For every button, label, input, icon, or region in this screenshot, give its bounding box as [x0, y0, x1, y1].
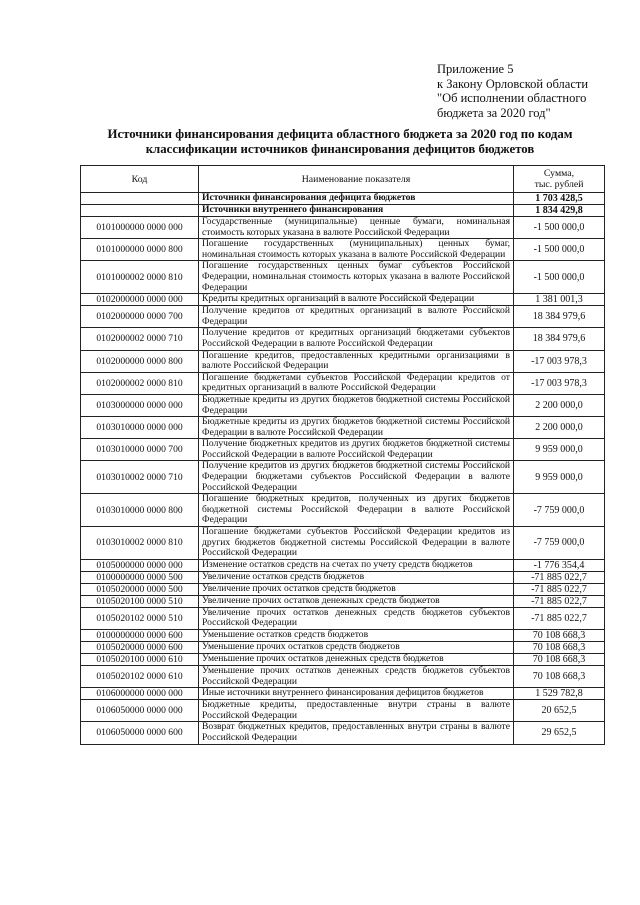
table-row	[81, 642, 605, 654]
header-name: Наименование показателя	[199, 166, 514, 193]
name-cell: Увеличение прочих остатков средств бюджетов	[199, 583, 514, 595]
code-cell: 0102000000 0000 000	[81, 294, 199, 306]
table-row	[81, 666, 605, 688]
sum-cell: 18 384 979,6	[514, 328, 605, 350]
sum-cell: -71 885 022,7	[514, 571, 605, 583]
sum-cell: -71 885 022,7	[514, 583, 605, 595]
table-body	[81, 193, 605, 745]
code-cell: 0106050000 0000 000	[81, 700, 199, 722]
name-cell: Кредиты кредитных организаций в валюте Российской Федерации	[199, 294, 514, 306]
name-cell: Погашение бюджетами субъектов Российской Федерации кредитов от кредитных организаций в валюте Российской Федерации	[199, 372, 514, 394]
name-cell: Получение кредитов от кредитных организаций бюджетами субъектов Российской Федерации в валюте Российской Федерации	[199, 328, 514, 350]
sum-cell: 70 108 668,3	[514, 642, 605, 654]
table-row	[81, 328, 605, 350]
name-cell: Бюджетные кредиты из других бюджетов бюджетной системы Российской Федерации	[199, 394, 514, 416]
page-title	[80, 127, 600, 156]
code-cell: 0105020102 0000 610	[81, 666, 199, 688]
name-cell: Увеличение прочих остатков денежных средств бюджетов субъектов Российской Федерации	[199, 607, 514, 629]
table-row	[81, 688, 605, 700]
table-row	[81, 583, 605, 595]
table-row	[81, 193, 605, 205]
name-cell: Государственные (муниципальные) ценные бумаги, номинальная стоимость которых указана в валюте Российской Федерации	[199, 217, 514, 239]
sum-cell: 18 384 979,6	[514, 306, 605, 328]
name-cell: Бюджетные кредиты из других бюджетов бюджетной системы Российской Федерации в валюте Российской Федерации	[199, 417, 514, 439]
header-sum	[514, 166, 605, 193]
code-cell: 0103010000 0000 800	[81, 494, 199, 527]
table-row	[81, 607, 605, 629]
name-cell: Погашение государственных (муниципальных) ценных бумаг, номинальная стоимость которых указана в валюте Российской Федерации	[199, 239, 514, 261]
sum-cell: 9 959 000,0	[514, 439, 605, 461]
code-cell: 0102000000 0000 700	[81, 306, 199, 328]
table-row	[81, 205, 605, 217]
table-row	[81, 294, 605, 306]
sum-cell: -7 759 000,0	[514, 527, 605, 560]
sum-cell: 29 652,5	[514, 722, 605, 744]
code-cell: 0106000000 0000 000	[81, 688, 199, 700]
sum-cell: -1 500 000,0	[514, 239, 605, 261]
table-row	[81, 461, 605, 494]
code-cell: 0103010002 0000 710	[81, 461, 199, 494]
header-code: Код	[81, 166, 199, 193]
code-cell: 0101000000 0000 000	[81, 217, 199, 239]
name-cell: Источники финансирования дефицита бюджетов	[199, 193, 514, 205]
code-cell: 0103000000 0000 000	[81, 394, 199, 416]
sum-cell: 1 381 001,3	[514, 294, 605, 306]
table-row	[81, 527, 605, 560]
sum-cell: 70 108 668,3	[514, 630, 605, 642]
appendix-note	[437, 62, 607, 120]
code-cell: 0103010000 0000 000	[81, 417, 199, 439]
name-cell: Уменьшение остатков средств бюджетов	[199, 630, 514, 642]
name-cell: Погашение кредитов, предоставленных кредитными организациями в валюте Российской Федерации	[199, 350, 514, 372]
table-row	[81, 417, 605, 439]
code-cell: 0102000000 0000 800	[81, 350, 199, 372]
code-cell: 0100000000 0000 600	[81, 630, 199, 642]
sum-cell: -17 003 978,3	[514, 350, 605, 372]
appendix-line-4: бюджета за 2020 год"	[437, 105, 551, 120]
name-cell: Бюджетные кредиты, предоставленные внутри страны в валюте Российской Федерации	[199, 700, 514, 722]
table-row	[81, 559, 605, 571]
header-sum-line-1: Сумма,	[543, 168, 575, 179]
name-cell: Погашение государственных ценных бумаг субъектов Российской Федерации, номинальная стоимость которых указана в валюте Российской Федерации	[199, 261, 514, 294]
code-cell: 0101000002 0000 810	[81, 261, 199, 294]
name-cell: Уменьшение прочих остатков денежных средств бюджетов субъектов Российской Федерации	[199, 666, 514, 688]
code-cell: 0103010002 0000 810	[81, 527, 199, 560]
code-cell	[81, 193, 199, 205]
title-line-2: классификации источников финансирования дефицитов бюджетов	[145, 141, 535, 156]
table-row	[81, 217, 605, 239]
code-cell: 0105020000 0000 600	[81, 642, 199, 654]
name-cell: Уменьшение прочих остатков средств бюджетов	[199, 642, 514, 654]
sources-table	[80, 165, 605, 745]
name-cell: Иные источники внутреннего финансирования дефицитов бюджетов	[199, 688, 514, 700]
code-cell: 0102000002 0000 810	[81, 372, 199, 394]
table-row	[81, 722, 605, 744]
code-cell: 0105020102 0000 510	[81, 607, 199, 629]
header-sum-line-2: тыс. рублей	[534, 179, 584, 190]
name-cell: Изменение остатков средств на счетах по учету средств бюджетов	[199, 559, 514, 571]
sum-cell: 70 108 668,3	[514, 666, 605, 688]
sum-cell: -7 759 000,0	[514, 494, 605, 527]
sum-cell: 1 529 782,8	[514, 688, 605, 700]
table-row	[81, 595, 605, 607]
sum-cell: -1 500 000,0	[514, 217, 605, 239]
code-cell: 0100000000 0000 500	[81, 571, 199, 583]
table-row	[81, 439, 605, 461]
code-cell: 0102000002 0000 710	[81, 328, 199, 350]
code-cell: 0105000000 0000 000	[81, 559, 199, 571]
table-header-row	[81, 166, 605, 193]
sum-cell: 1 834 429,8	[514, 205, 605, 217]
table-row	[81, 571, 605, 583]
name-cell: Погашение бюджетами субъектов Российской Федерации кредитов из других бюджетов бюджетной системы Российской Федерации в валюте Российской Федерации	[199, 527, 514, 560]
table-row	[81, 261, 605, 294]
name-cell: Увеличение прочих остатков денежных средств бюджетов	[199, 595, 514, 607]
sum-cell: 20 652,5	[514, 700, 605, 722]
code-cell: 0106050000 0000 600	[81, 722, 199, 744]
sum-cell: 1 703 428,5	[514, 193, 605, 205]
table-row	[81, 630, 605, 642]
appendix-line-2: к Закону Орловской области	[437, 76, 589, 91]
code-cell: 0105020100 0000 610	[81, 654, 199, 666]
name-cell: Возврат бюджетных кредитов, предоставленных внутри страны в валюте Российской Федерации	[199, 722, 514, 744]
sum-cell: 2 200 000,0	[514, 417, 605, 439]
table-row	[81, 350, 605, 372]
code-cell: 0101000000 0000 800	[81, 239, 199, 261]
sum-cell: -71 885 022,7	[514, 607, 605, 629]
table-row	[81, 394, 605, 416]
sum-cell: -1 776 354,4	[514, 559, 605, 571]
sum-cell: -17 003 978,3	[514, 372, 605, 394]
sum-cell: -71 885 022,7	[514, 595, 605, 607]
appendix-line-3: "Об исполнении областного	[437, 91, 587, 106]
sum-cell: 2 200 000,0	[514, 394, 605, 416]
table-row	[81, 306, 605, 328]
sum-cell: -1 500 000,0	[514, 261, 605, 294]
name-cell: Получение кредитов от кредитных организаций в валюте Российской Федерации	[199, 306, 514, 328]
name-cell: Получение кредитов из других бюджетов бюджетной системы Российской Федерации бюджетами субъектов Российской Федерации в валюте Российской Федерации	[199, 461, 514, 494]
code-cell: 0105020100 0000 510	[81, 595, 199, 607]
sum-cell: 9 959 000,0	[514, 461, 605, 494]
table-row	[81, 239, 605, 261]
appendix-line-1: Приложение 5	[437, 62, 514, 76]
sum-cell: 70 108 668,3	[514, 654, 605, 666]
code-cell: 0105020000 0000 500	[81, 583, 199, 595]
name-cell: Погашение бюджетных кредитов, полученных из других бюджетов бюджетной системы Российской Федерации в валюте Российской Федерации	[199, 494, 514, 527]
code-cell: 0103010000 0000 700	[81, 439, 199, 461]
table-row	[81, 700, 605, 722]
table-row	[81, 372, 605, 394]
table-row	[81, 654, 605, 666]
code-cell	[81, 205, 199, 217]
name-cell: Получение бюджетных кредитов из других бюджетов бюджетной системы Российской Федерации в валюте Российской Федерации	[199, 439, 514, 461]
title-line-1: Источники финансирования дефицита областного бюджета за 2020 год по кодам	[107, 127, 573, 141]
table-row	[81, 494, 605, 527]
name-cell: Уменьшение прочих остатков денежных средств бюджетов	[199, 654, 514, 666]
name-cell: Источники внутреннего финансирования	[199, 205, 514, 217]
name-cell: Увеличение остатков средств бюджетов	[199, 571, 514, 583]
